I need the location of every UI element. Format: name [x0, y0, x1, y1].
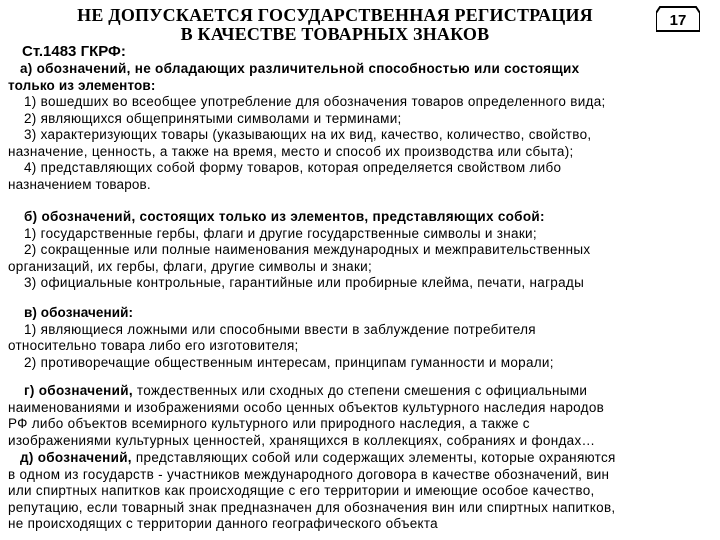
list-item: 2) сокращенные или полные наименования международных и межправительственных [24, 242, 591, 257]
section-b-heading: б) обозначений, состоящих только из элементов, представляющих собой: [24, 209, 545, 224]
section-b [8, 209, 708, 292]
list-item: организаций, их гербы, флаги, другие символы и знаки; [8, 258, 372, 274]
slide-number: 17 [669, 12, 687, 29]
section-a-heading: а) обозначений, не обладающих различительной способностью или состоящих [20, 61, 580, 76]
list-item: 2) являющихся общепринятыми символами и терминами; [24, 110, 402, 126]
section-g-first-line [8, 383, 708, 400]
paragraph-line: в одном из государств - участников международного договора в качестве обозначений, вин [8, 466, 610, 482]
section-a [8, 61, 708, 193]
list-item: назначением товаров. [8, 176, 151, 192]
paragraph-line: или спиртных напитков как происходящие с его территории и имеющие особое качество, [8, 483, 595, 498]
list-item: 3) официальные контрольные, гарантийные или пробирные клейма, печати, награды [24, 275, 585, 290]
list-item: 4) представляющих собой форму товаров, которая определяется свойством либо [24, 160, 562, 175]
paragraph-line: РФ либо объектов всемирного культурного или природного наследия, а также с [8, 416, 530, 431]
section-v [8, 305, 708, 371]
paragraph-line: наименованиями и изображениями особо ценных объектов культурного наследия народов [8, 399, 605, 415]
slide-number-badge [656, 5, 700, 33]
list-item: 1) являющиеся ложными или способными ввести в заблуждение потребителя [24, 321, 536, 337]
section-v-heading: в) обозначений: [24, 305, 134, 320]
section-g [8, 383, 708, 449]
list-item: 1) вошедших во всеобщее употребление для обозначения товаров определенного вида; [24, 94, 606, 109]
section-g-heading: г) обозначений, [24, 383, 133, 398]
section-d-heading: д) обозначений, [20, 450, 132, 465]
page-title [40, 6, 630, 44]
paragraph-line: репутацию, если товарный знак предназначен для обозначения вин или спиртных напитков, [8, 499, 616, 515]
list-item: 2) противоречащие общественным интересам, принципам гуманности и морали; [24, 354, 554, 370]
section-d-first-line [8, 450, 708, 467]
list-item: назначение, ценность, а также на время, место и способ их производства или сбыта); [8, 143, 574, 159]
article-reference: Ст.1483 ГКРФ: [22, 43, 126, 60]
list-item: 3) характеризующих товары (указывающих на их вид, качество, количество, свойство, [24, 127, 592, 142]
list-item: относительно товара либо его изготовителя; [8, 338, 299, 353]
section-g-text: тождественных или сходных до степени смешения с официальными [132, 383, 588, 398]
section-d-text: представляющих собой или содержащих элементы, которые охраняются [131, 450, 616, 465]
title-line-1: НЕ ДОПУСКАЕТСЯ ГОСУДАРСТВЕННАЯ РЕГИСТРАЦИЯ [77, 5, 593, 25]
section-d [8, 450, 708, 533]
title-line-2: В КАЧЕСТВЕ ТОВАРНЫХ ЗНАКОВ [180, 24, 490, 44]
paragraph-line: не происходящих с территории данного географического объекта [8, 516, 438, 531]
list-item: 1) государственные гербы, флаги и другие государственные символы и знаки; [24, 225, 537, 241]
paragraph-line: изображениями культурных ценностей, хранящихся в коллекциях, собраниях и фондах… [8, 432, 596, 448]
section-a-heading-cont: только из элементов: [8, 77, 156, 93]
